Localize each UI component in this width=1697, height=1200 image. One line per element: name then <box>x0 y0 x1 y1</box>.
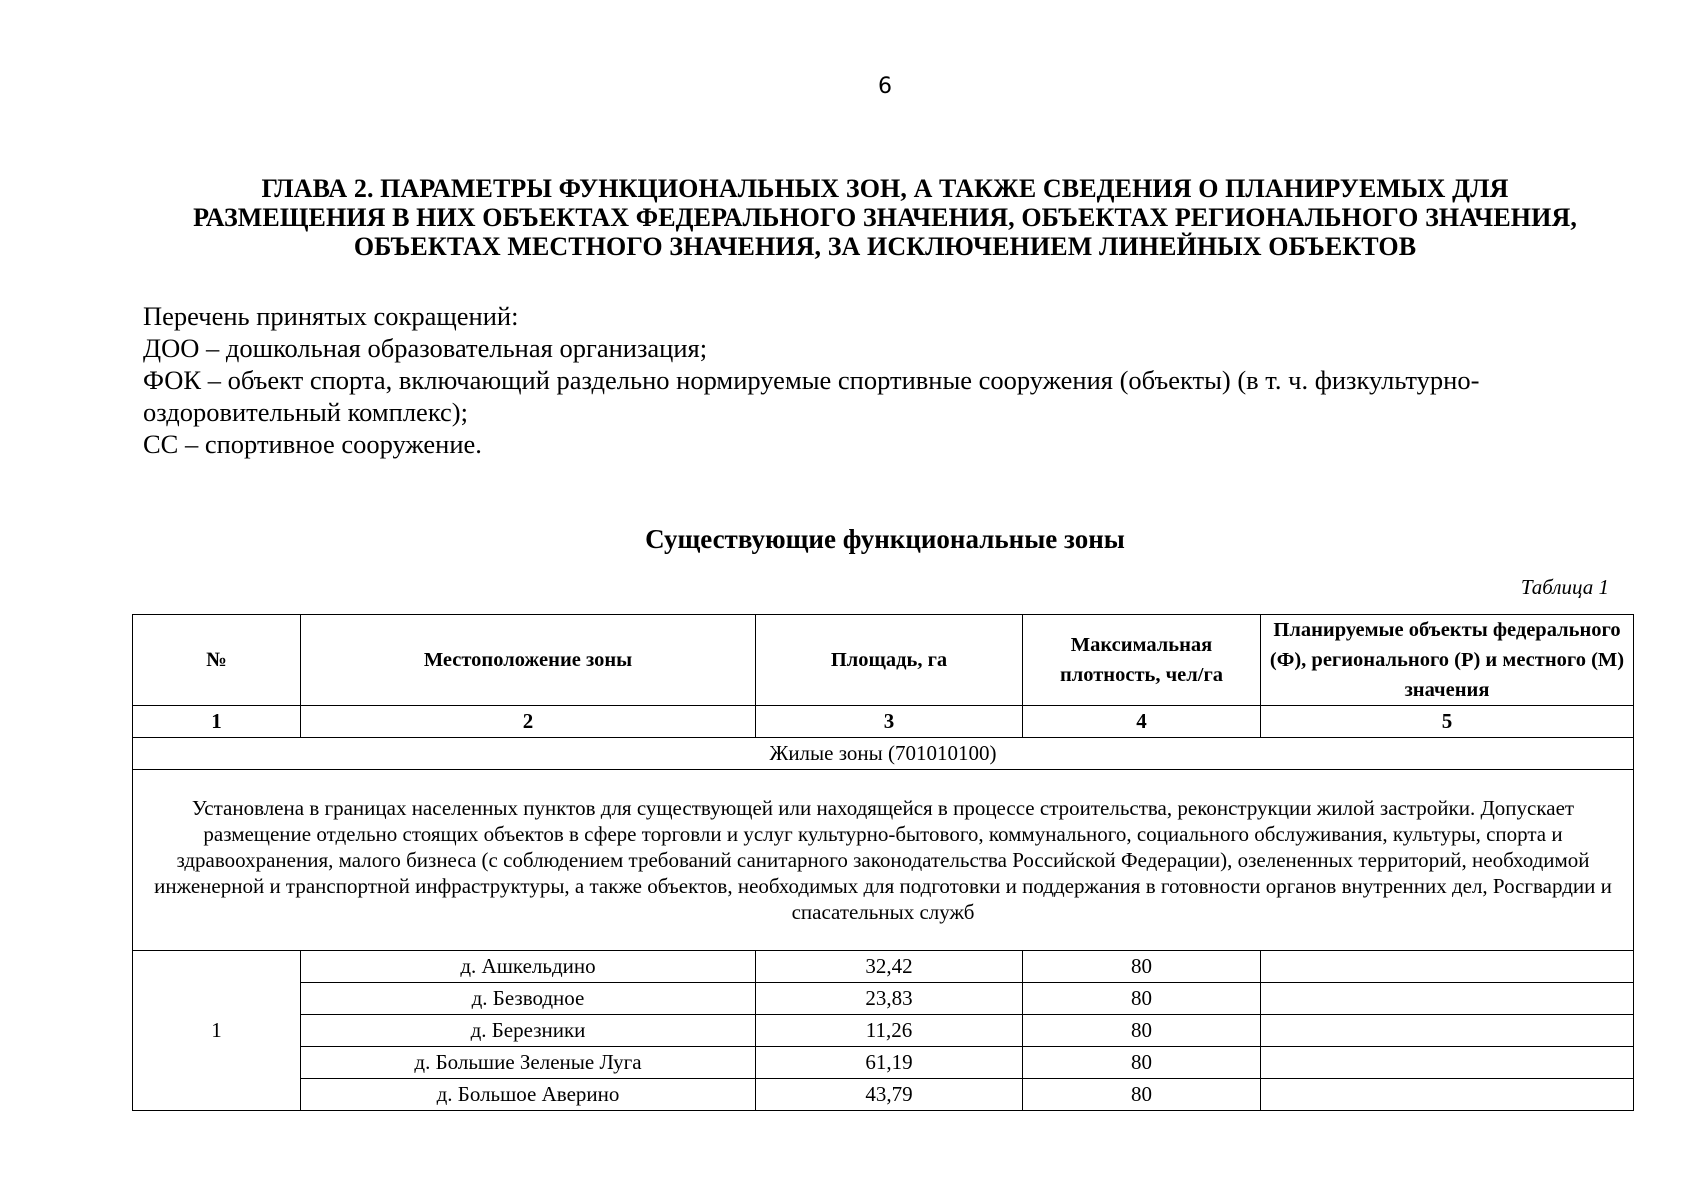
cell-density: 80 <box>1023 1079 1261 1111</box>
header-density: Максимальная плотность, чел/га <box>1023 615 1261 706</box>
cell-location: д. Большое Аверино <box>301 1079 756 1111</box>
cell-area: 32,42 <box>756 951 1023 983</box>
column-number-row <box>133 706 1634 738</box>
column-number: 4 <box>1023 706 1261 738</box>
section-title: Существующие функциональные зоны <box>645 524 1125 554</box>
chapter-title: ГЛАВА 2. ПАРАМЕТРЫ ФУНКЦИОНАЛЬНЫХ ЗОН, А ТАКЖЕ СВЕДЕНИЯ О ПЛАНИРУЕМЫХ ДЛЯ РАЗМЕЩЕНИЯ В НИХ ОБЪЕКТАХ ФЕДЕРАЛЬНОГО ЗНАЧЕНИЯ, ОБЪЕКТАХ РЕГИОНАЛЬНОГО ЗНАЧЕНИЯ, ОБЪЕКТАХ МЕСТНОГО ЗНАЧЕНИЯ, ЗА ИСКЛЮЧЕНИЕМ ЛИНЕЙНЫХ ОБЪЕКТОВ <box>193 174 1577 261</box>
column-number: 2 <box>301 706 756 738</box>
cell-location: д. Большие Зеленые Луга <box>301 1047 756 1079</box>
row-number: 1 <box>133 951 301 1111</box>
header-row <box>133 615 1634 706</box>
table-row <box>133 1015 1634 1047</box>
cell-location: д. Ашкельдино <box>301 951 756 983</box>
table-row <box>133 983 1634 1015</box>
abbreviation-item: ФОК – объект спорта, включающий раздельно нормируемые спортивные сооружения (объекты) (в т. ч. физкультурно-оздоровительный комплекс); <box>143 365 1480 427</box>
table-row <box>133 1079 1634 1111</box>
header-number: № <box>133 615 301 706</box>
abbreviation-item: СС – спортивное сооружение. <box>143 429 482 459</box>
cell-objects <box>1261 1079 1634 1111</box>
abbreviations-heading: Перечень принятых сокращений: <box>143 301 519 331</box>
cell-density: 80 <box>1023 983 1261 1015</box>
abbreviation-item: ДОО – дошкольная образовательная организация; <box>143 333 708 363</box>
column-number: 1 <box>133 706 301 738</box>
cell-density: 80 <box>1023 1047 1261 1079</box>
header-location: Местоположение зоны <box>301 615 756 706</box>
cell-area: 23,83 <box>756 983 1023 1015</box>
column-number: 3 <box>756 706 1023 738</box>
table-row <box>133 1047 1634 1079</box>
group-description: Установлена в границах населенных пунктов для существующей или находящейся в процессе строительства, реконструкции жилой застройки. Допускает размещение отдельно стоящих объектов в сфере торговли и услуг культурно-бытового, коммунального, социального обслуживания, культуры, спорта и здравоохранения, малого бизнеса (с соблюдением требований санитарного законодательства Российской Федерации), озелененных территорий, необходимой инженерной и транспортной инфраструктуры, а также объектов, необходимых для подготовки и поддержания в готовности органов внутренних дел, Росгвардии и спасательных служб <box>133 770 1634 951</box>
header-area: Площадь, га <box>756 615 1023 706</box>
cell-objects <box>1261 1015 1634 1047</box>
table-caption: Таблица 1 <box>1520 575 1609 599</box>
group-title: Жилые зоны (701010100) <box>133 738 1634 770</box>
cell-objects <box>1261 951 1634 983</box>
cell-location: д. Березники <box>301 1015 756 1047</box>
cell-area: 61,19 <box>756 1047 1023 1079</box>
zones-table <box>132 614 1634 1111</box>
page-number: 6 <box>878 74 892 99</box>
cell-area: 11,26 <box>756 1015 1023 1047</box>
group-title-row <box>133 738 1634 770</box>
column-number: 5 <box>1261 706 1634 738</box>
table-row <box>133 951 1634 983</box>
group-description-row <box>133 770 1634 951</box>
cell-objects <box>1261 1047 1634 1079</box>
abbreviations-list <box>143 300 1603 460</box>
cell-density: 80 <box>1023 951 1261 983</box>
cell-objects <box>1261 983 1634 1015</box>
cell-area: 43,79 <box>756 1079 1023 1111</box>
cell-location: д. Безводное <box>301 983 756 1015</box>
cell-density: 80 <box>1023 1015 1261 1047</box>
header-planned-objects: Планируемые объекты федерального (Ф), регионального (Р) и местного (М) значения <box>1261 615 1634 706</box>
